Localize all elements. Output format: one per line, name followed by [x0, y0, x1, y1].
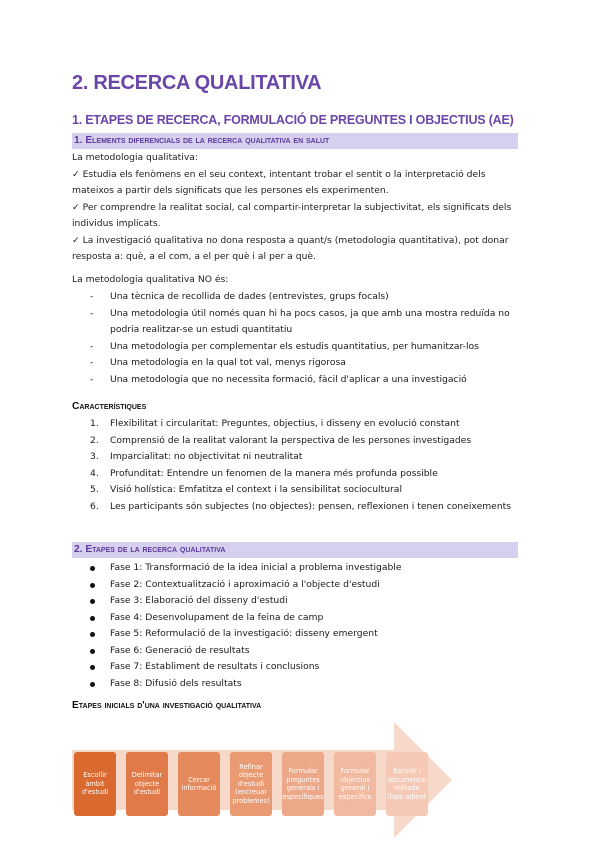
list-item: 2. Comprensió de la realitat valorant la perspectiva de les persones investigades: [90, 434, 472, 446]
list-item: 4. Profunditat: Entendre un fenomen de la manera més profunda possible: [90, 467, 438, 479]
section-subtitle: 1. ETAPES DE RECERCA, FORMULACIÓ DE PREGUNTES I OBJECTIUS (AE): [72, 113, 514, 127]
list-item: Fase 8: Difusió dels resultats: [90, 676, 530, 693]
not-list: [90, 289, 530, 388]
list-item: Fase 5: Reformulació de la investigació: disseny emergent: [90, 626, 530, 643]
step-box: Escollir i documentar mètode lògic adient: [386, 752, 428, 816]
list-item: Fase 4: Desenvolupament de la feina de camp: [90, 610, 530, 627]
list-item: 1. Flexibilitat i circularitat: Preguntes, objectius, i disseny en evolució constant: [90, 418, 460, 429]
step-box: Delimitar objecte d'estudi: [126, 752, 168, 816]
list-item: 6. Les participants són subjectes (no objectes): pensen, reflexionen i tenen coneixements: [90, 500, 512, 512]
section1-body: [72, 150, 522, 266]
intro-text: La metodologia qualitativa:: [72, 152, 198, 163]
list-item: Fase 6: Generació de resultats: [90, 643, 530, 660]
list-item: Fase 3: Elaboració del disseny d'estudi: [90, 593, 530, 610]
step-box: Formular objectius general i específics: [334, 752, 376, 816]
list-item: 5. Visió holística: Emfatitza el context i la sensibilitat sociocultural: [90, 484, 402, 495]
characteristics-list: [90, 416, 530, 515]
characteristics-heading: Característiques: [72, 401, 147, 412]
check-item: ✓ Per comprendre la realitat social, cal compartir-interpretar la subjectivitat, els significats dels individus implicats.: [72, 201, 512, 229]
section2-heading: 2. Etapes de la recerca qualitativa: [72, 542, 518, 558]
phases-list: [90, 560, 530, 692]
check-item: ✓ La investigació qualitativa no dona resposta a quant/s (metodologia quantitativa), pot donar resposta a: què, a el com, a el per què i al per a què.: [72, 234, 509, 262]
not-intro: La metodologia qualitativa NO és:: [72, 274, 229, 285]
section1-heading: 1. Elements diferencials de la recerca qualitativa en salut: [72, 133, 518, 149]
list-item: Fase 2: Contextualització i aproximació a l'objecte d'estudi: [90, 577, 530, 594]
initial-stages-diagram: [72, 722, 532, 838]
list-item: Fase 1: Transformació de la idea inicial a problema investigable: [90, 560, 530, 577]
list-item: - Una metodologia en la qual tot val, menys rigorosa: [90, 355, 530, 372]
list-item: 3. Imparcialitat: no objectivitat ni neutralitat: [90, 451, 303, 462]
list-item: - Una metodologia per complementar els estudis quantitatius, per humanitzar-los: [90, 339, 530, 356]
check-item: ✓ Estudia els fenòmens en el seu context, intentant trobar el sentit o la interpretació dels mateixos a partir dels significats que les persones els experimenten.: [72, 168, 486, 196]
initial-stages-heading: Etapes inicials d'una investigació qualitativa: [72, 700, 262, 711]
step-box: Refinar objecte d'estudi (encreuar problemes): [230, 752, 272, 816]
list-item: - Una metodologia útil només quan hi ha pocs casos, ja que amb una mostra reduïda no podria realitzar-se un estudi quantitatiu: [90, 306, 530, 339]
list-item: Fase 7: Establiment de resultats i conclusions: [90, 659, 530, 676]
list-item: - Una tècnica de recollida de dades (entrevistes, grups focals): [90, 289, 530, 306]
step-box: Escollir àmbit d'estudi: [74, 752, 116, 816]
step-box: Formular preguntes generals i específiques: [282, 752, 324, 816]
page-title: 2. RECERCA QUALITATIVA: [72, 72, 322, 94]
list-item: - Una metodologia que no necessita formació, fàcil d'aplicar a una investigació: [90, 372, 530, 389]
step-box: Cercar informació: [178, 752, 220, 816]
